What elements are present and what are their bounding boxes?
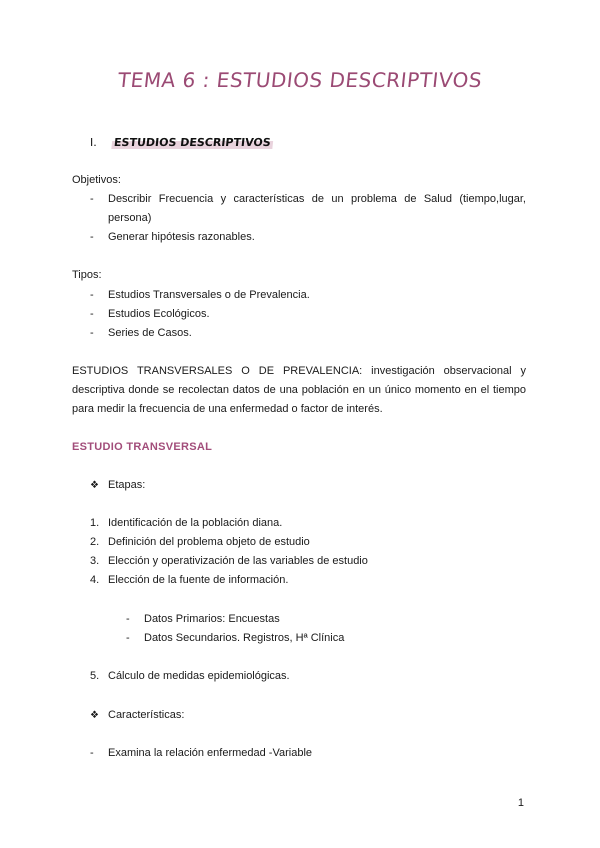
paragraph-line: descriptiva donde se recolectan datos de una población en un único momento en el tiempo <box>72 384 526 396</box>
section-number: I. <box>90 136 97 149</box>
paragraph-line: ESTUDIOS TRANSVERSALES O DE PREVALENCIA: investigación observacional y <box>72 365 526 377</box>
list-bullet: - <box>90 289 94 301</box>
item-text: Identificación de la población diana. <box>108 517 283 529</box>
list-item-text-continued: persona) <box>108 212 152 224</box>
item-number: 2. <box>90 536 100 548</box>
list-item-text: Datos Secundarios. Registros, Hª Clínica <box>144 632 345 644</box>
list-item-text: Series de Casos. <box>108 327 192 339</box>
list-item-text: Examina la relación enfermedad -Variable <box>108 747 313 759</box>
page-number: 1 <box>517 797 524 809</box>
diamond-bullet-icon: ❖ <box>90 710 99 721</box>
list-item-text: Estudios Ecológicos. <box>108 308 210 320</box>
item-text: Cálculo de medidas epidemiológicas. <box>108 670 290 682</box>
etapas-label: Etapas: <box>108 479 146 491</box>
item-number: 5. <box>90 670 100 682</box>
list-item-text: Estudios Transversales o de Prevalencia. <box>108 289 310 301</box>
caracteristicas-label: Características: <box>108 709 185 721</box>
subsection-heading: ESTUDIO TRANSVERSAL <box>72 441 213 453</box>
list-bullet: - <box>90 231 94 243</box>
tipos-label: Tipos: <box>72 269 102 281</box>
list-item-text: Datos Primarios: Encuestas <box>144 613 280 625</box>
paragraph-line: para medir la frecuencia de una enfermedad o factor de interés. <box>72 403 383 415</box>
diamond-bullet-icon: ❖ <box>90 480 99 491</box>
item-text: Elección de la fuente de información. <box>108 574 289 586</box>
list-bullet: - <box>126 613 130 625</box>
list-bullet: - <box>90 747 94 759</box>
item-text: Elección y operativización de las variables de estudio <box>108 555 368 567</box>
item-number: 1. <box>90 517 100 529</box>
objetivos-label: Objetivos: <box>72 174 121 186</box>
list-item-text: Describir Frecuencia y características de un problema de Salud (tiempo,lugar, <box>108 193 526 205</box>
list-item-text: Generar hipótesis razonables. <box>108 231 255 243</box>
list-bullet: - <box>90 327 94 339</box>
document-title: TEMA 6 : ESTUDIOS DESCRIPTIVOS <box>116 68 484 92</box>
list-bullet: - <box>90 308 94 320</box>
item-number: 4. <box>90 574 100 586</box>
item-text: Definición del problema objeto de estudio <box>108 536 310 548</box>
item-number: 3. <box>90 555 100 567</box>
section-title: ESTUDIOS DESCRIPTIVOS <box>113 136 272 149</box>
list-bullet: - <box>126 632 130 644</box>
section-heading <box>90 136 272 149</box>
list-bullet: - <box>90 193 94 205</box>
